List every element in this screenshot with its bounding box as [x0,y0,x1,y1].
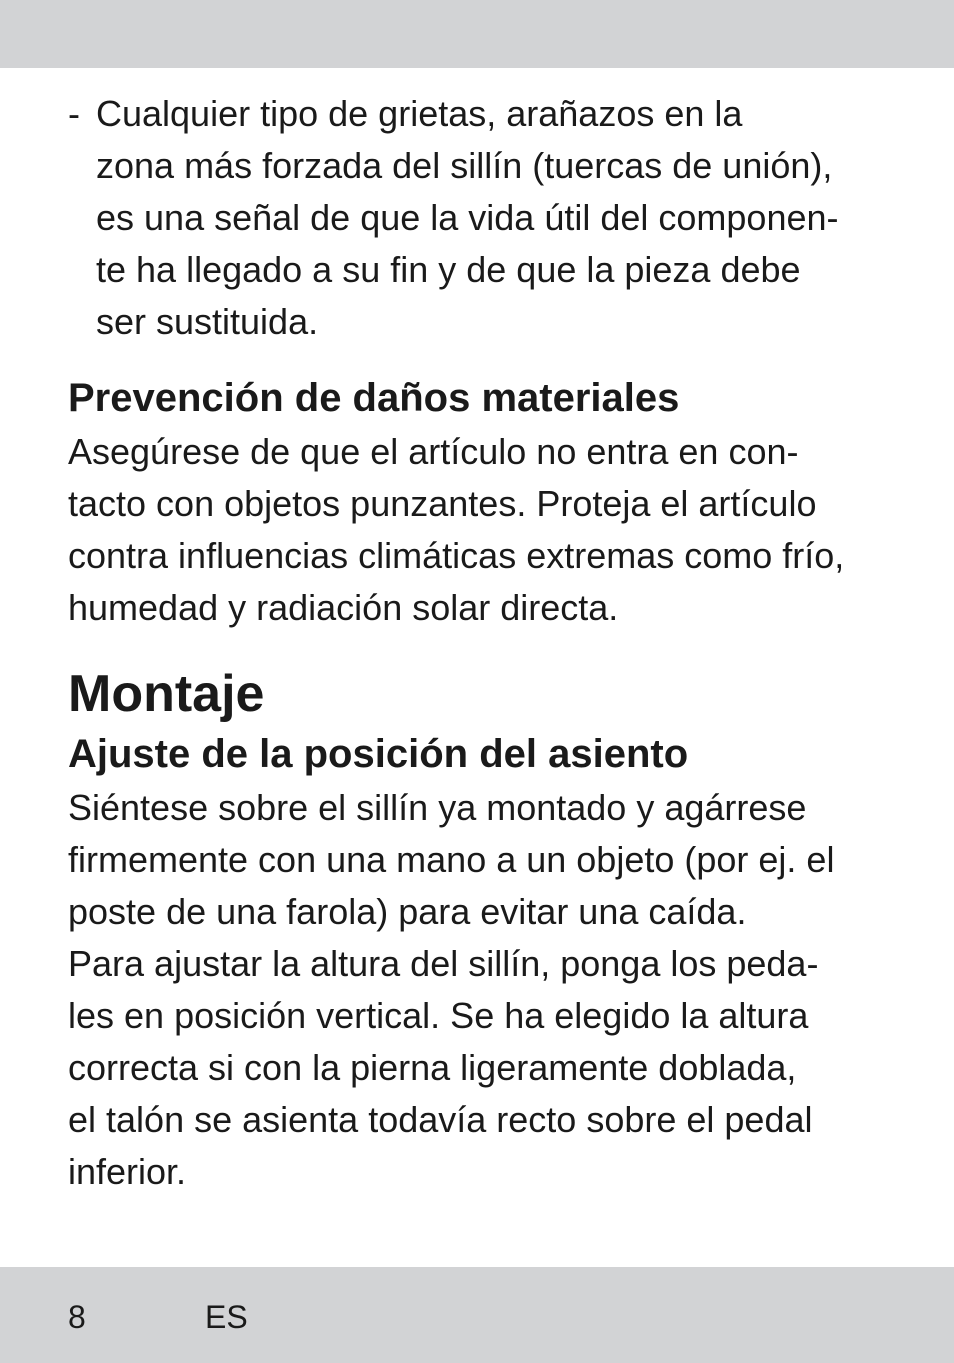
section-title-assembly: Montaje [68,665,265,723]
paragraph-line: correcta si con la pierna ligeramente doblada, [68,1047,797,1088]
bullet-line: Cualquier tipo de grietas, arañazos en la [96,93,743,134]
bullet-dash: - [68,93,80,134]
paragraph-line: les en posición vertical. Se ha elegido la altura [68,995,809,1036]
paragraph-line: inferior. [68,1151,187,1192]
bullet-line: es una señal de que la vida útil del componen- [96,197,839,238]
paragraph-line: humedad y radiación solar directa. [68,587,619,628]
section-heading-seat-position: Ajuste de la posición del asiento [68,732,689,776]
paragraph-damage-prevention [68,426,888,634]
section-heading-damage-prevention: Prevención de daños materiales [68,376,680,420]
header-band [0,0,954,68]
bullet-line: zona más forzada del sillín (tuercas de unión), [96,145,833,186]
bullet-line: ser sustituida. [96,301,319,342]
paragraph-line: Siéntese sobre el sillín ya montado y agárrese [68,787,807,828]
paragraph-seat-position [68,782,888,1198]
paragraph-line: Asegúrese de que el artículo no entra en con- [68,431,799,472]
page-content [68,88,888,1198]
bullet-item [68,88,888,348]
paragraph-line: poste de una farola) para evitar una caída. [68,891,747,932]
paragraph-line: tacto con objetos punzantes. Proteja el artículo [68,483,817,524]
language-code: ES [205,1299,248,1335]
bullet-line: te ha llegado a su fin y de que la pieza debe [96,249,801,290]
paragraph-line: contra influencias climáticas extremas como frío, [68,535,845,576]
paragraph-line: firmemente con una mano a un objeto (por ej. el [68,839,835,880]
page-number: 8 [68,1299,86,1335]
paragraph-line: Para ajustar la altura del sillín, ponga los peda- [68,943,819,984]
footer-band [0,1267,954,1363]
paragraph-line: el talón se asienta todavía recto sobre el pedal [68,1099,813,1140]
